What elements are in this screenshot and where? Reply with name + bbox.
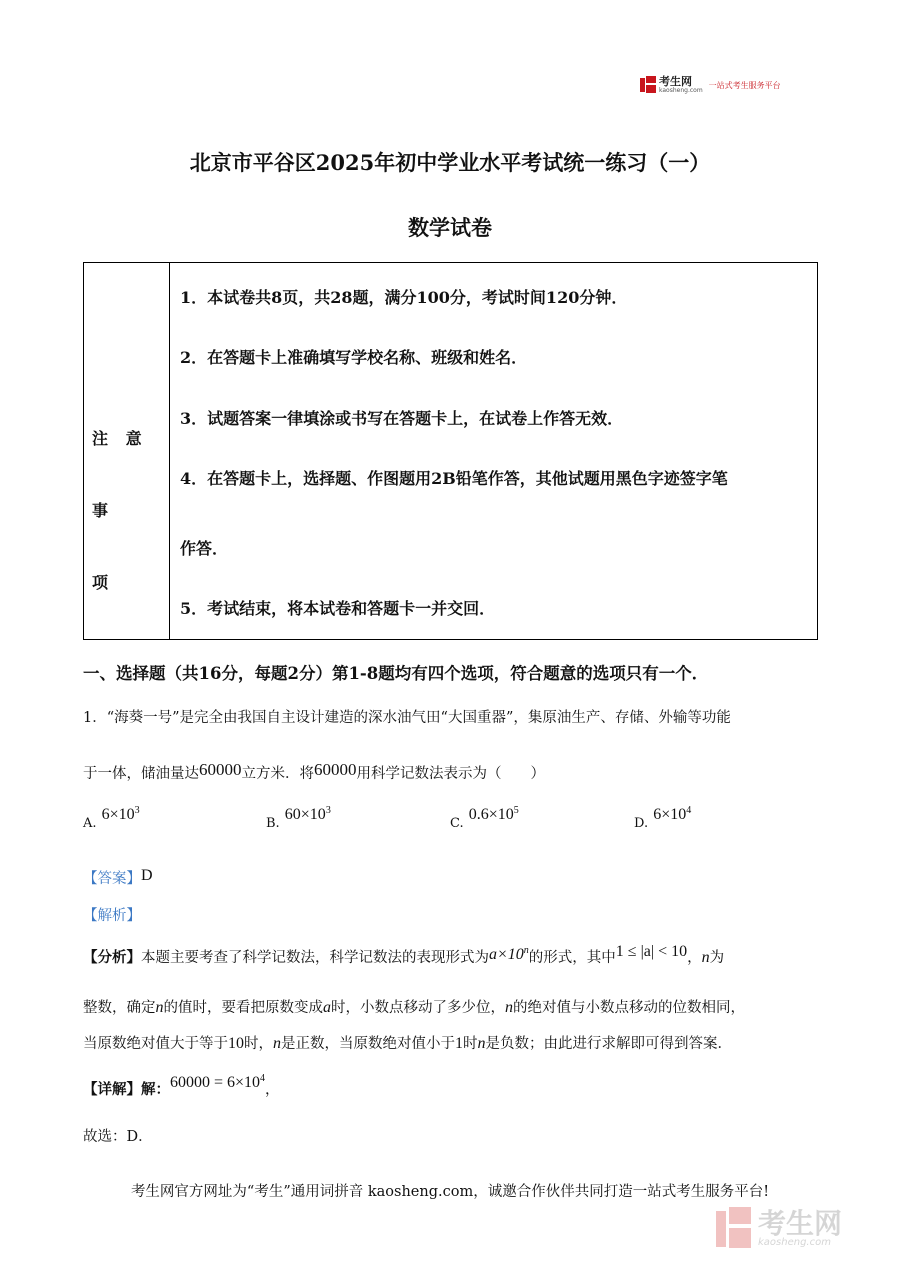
notice-item-4-cont: 作答．: [180, 539, 229, 558]
logo-brand: 考生网: [659, 75, 692, 88]
notice-label-line2: 项: [92, 573, 115, 592]
notice-item-2: 2．在答题卡上准确填写学校名称、班级和姓名．: [180, 348, 528, 367]
option-d: D. $6\times 10^4$: [634, 804, 692, 831]
notice-label: [92, 403, 164, 619]
watermark: [716, 1201, 876, 1257]
notice-table: [83, 262, 818, 640]
question-1-line1: 1．“海葵一号”是完全由我国自主设计建造的深水油气田“大国重器”，集原油生产、存储、外输等功能: [83, 710, 731, 726]
analysis-line2: 整数，确定n的值时，要看把原数变成a时，小数点移动了多少位，n的绝对值与小数点移动的位数相同，: [83, 999, 745, 1016]
watermark-logo-icon: [716, 1207, 752, 1251]
answer-value: D: [141, 867, 153, 884]
watermark-url: kaosheng.com: [758, 1237, 831, 1248]
notice-item-4: 4．在答题卡上，选择题、作图题用2B铅笔作答，其他试题用黑色字迹签字笔: [180, 469, 728, 488]
notice-label-line1: 注 意 事: [92, 429, 148, 520]
notice-item-3: 3．试题答案一律填涂或书写在答题卡上，在试卷上作答无效．: [180, 409, 624, 428]
notice-item-5: 5．考试结束，将本试卷和答题卡一并交回．: [180, 599, 496, 618]
question-1-line2: 于一体，储油量达60000立方米．将60000用科学记数法表示为（ ）: [83, 760, 545, 782]
notice-label-cell: [84, 263, 170, 639]
logo-icon: [640, 76, 656, 94]
watermark-brand: 考生网: [758, 1207, 843, 1240]
answer-label: 【答案】: [83, 871, 141, 887]
header-logo: [640, 72, 810, 98]
analysis-label: 【解析】: [83, 908, 141, 924]
logo-slogan: 一站式考生服务平台: [708, 80, 781, 90]
choice-line: 故选：D．: [83, 1129, 153, 1145]
page-subtitle: 数学试卷: [408, 215, 492, 240]
analysis-line1: 【分析】本题主要考查了科学记数法，科学记数法的表现形式为$a\times 10^n$的形式，其中1 ≤ |a| < 10，n为: [83, 943, 725, 966]
option-b: B. $60\times 10^3$: [266, 804, 331, 831]
page-title: 北京市平谷区2025年初中学业水平考试统一练习（一）: [189, 150, 711, 175]
analysis-line3: 当原数绝对值大于等于10时，n是正数，当原数绝对值小于1时n是负数；由此进行求解即可得到答案．: [83, 1035, 732, 1052]
notice-item-1: 1．本试卷共8页，共28题，满分100分，考试时间120分钟．: [180, 288, 628, 307]
section-heading: 一、选择题（共16分，每题2分）第1-8题均有四个选项，符合题意的选项只有一个．: [83, 664, 709, 683]
option-a: A. $6\times 10^3$: [83, 804, 140, 831]
logo-url: kaosheng.com: [659, 87, 703, 94]
answer-line: [83, 867, 153, 888]
detail-line: 【详解】解：$60000 = 6\times 10^4$，: [83, 1073, 280, 1098]
footer-text: 考生网官方网址为“考生”通用词拼音 kaosheng.com，诚邀合作伙伴共同打造一站式考生服务平台!: [130, 1184, 770, 1200]
option-c: C. $0.6\times 10^5$: [450, 804, 519, 831]
